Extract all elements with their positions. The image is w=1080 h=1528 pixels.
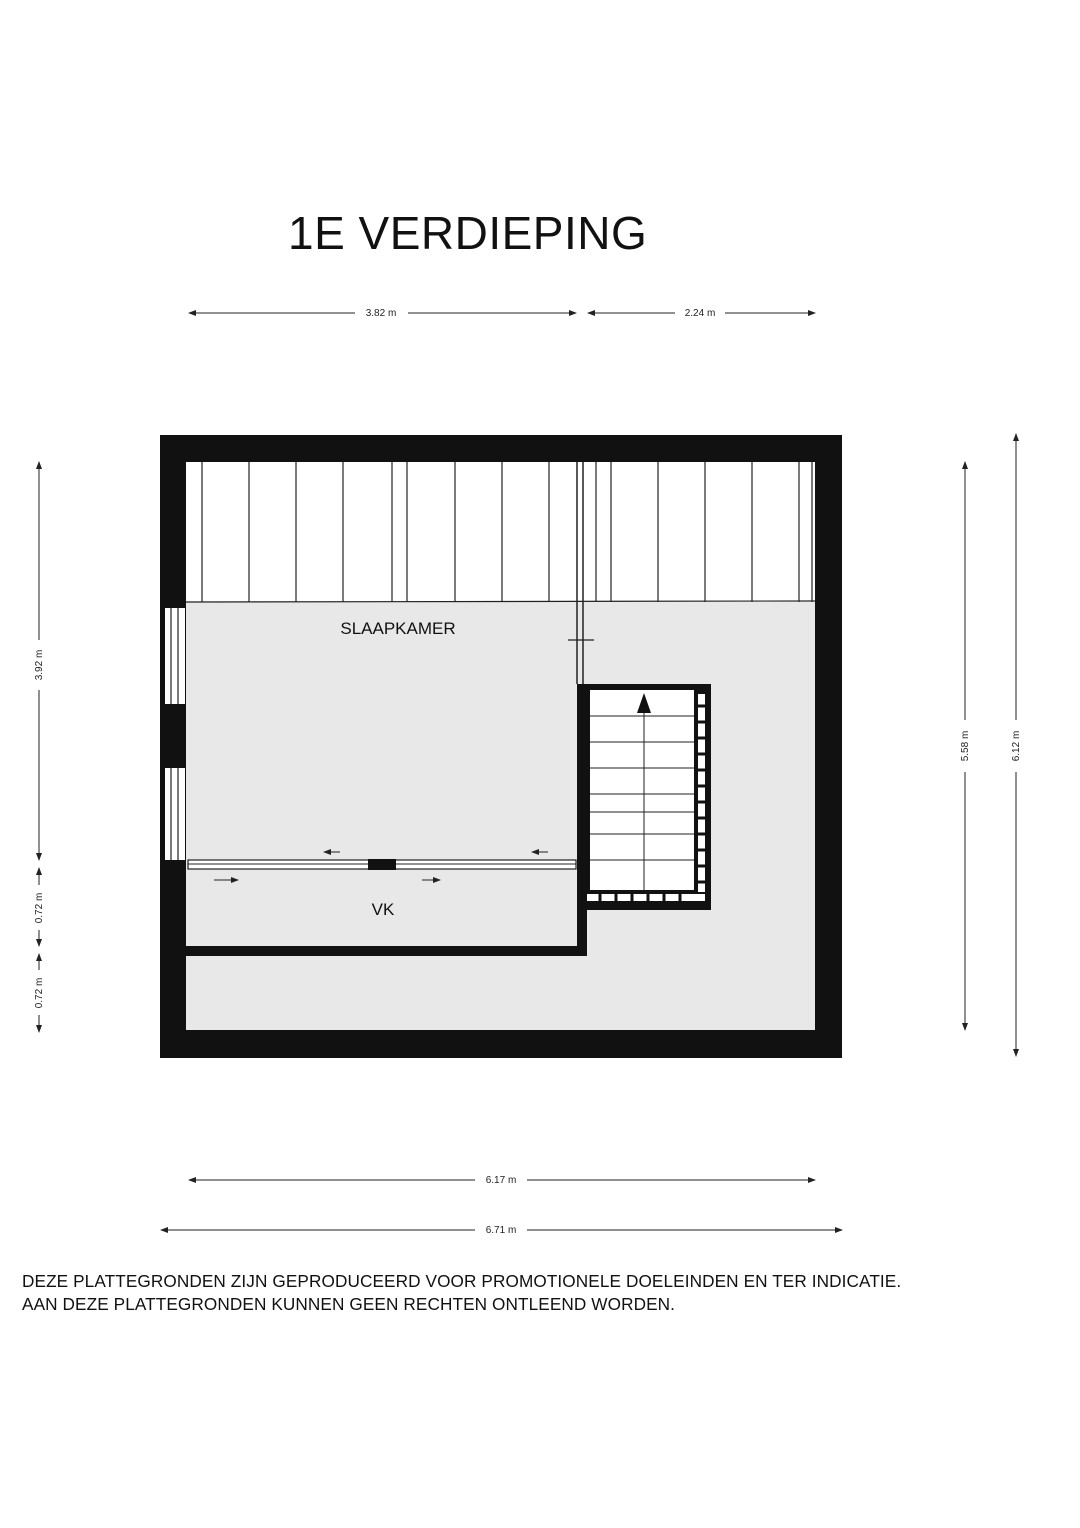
dimension-top-left	[189, 308, 576, 319]
dimension-label: 2.24 m	[684, 308, 716, 319]
dimension-label: 0.72 m	[34, 892, 45, 924]
dimension-label: 6.71 m	[485, 1225, 517, 1236]
disclaimer-line-2: AAN DEZE PLATTEGRONDEN KUNNEN GEEN RECHTEN ONTLEEND WORDEN.	[22, 1294, 676, 1314]
chimney-block	[160, 704, 186, 766]
room-label-slaapkamer: SLAAPKAMER	[340, 619, 456, 638]
floor-title: 1E VERDIEPING	[288, 207, 648, 259]
dimension-right-outer	[1011, 434, 1022, 1056]
dimension-top-right	[588, 308, 815, 319]
dimension-right-inner	[960, 462, 971, 1030]
dimension-label: 6.17 m	[485, 1175, 517, 1186]
room-label-vk: VK	[371, 900, 395, 919]
window-left-lower	[165, 768, 185, 860]
staircase	[583, 684, 711, 910]
disclaimer	[22, 1270, 901, 1316]
dimension-label: 3.92 m	[34, 649, 45, 681]
storage-wall	[186, 946, 587, 956]
dimension-left-room	[34, 462, 45, 860]
dimension-label: 6.12 m	[1011, 730, 1022, 762]
dimension-label: 0.72 m	[34, 977, 45, 1009]
dimension-bottom-outer	[161, 1225, 842, 1236]
dimension-left-low	[34, 954, 45, 1032]
dimension-bottom-inner	[189, 1175, 815, 1186]
roof-slope-zone	[186, 462, 815, 602]
dimension-label: 5.58 m	[960, 730, 971, 762]
disclaimer-line-1: DEZE PLATTEGRONDEN ZIJN GEPRODUCEERD VOOR PROMOTIONELE DOELEINDEN EN TER INDICATIE.	[22, 1271, 902, 1291]
window-left-upper	[165, 608, 185, 704]
dimension-left-mid	[34, 868, 45, 946]
dimension-label: 3.82 m	[365, 308, 397, 319]
